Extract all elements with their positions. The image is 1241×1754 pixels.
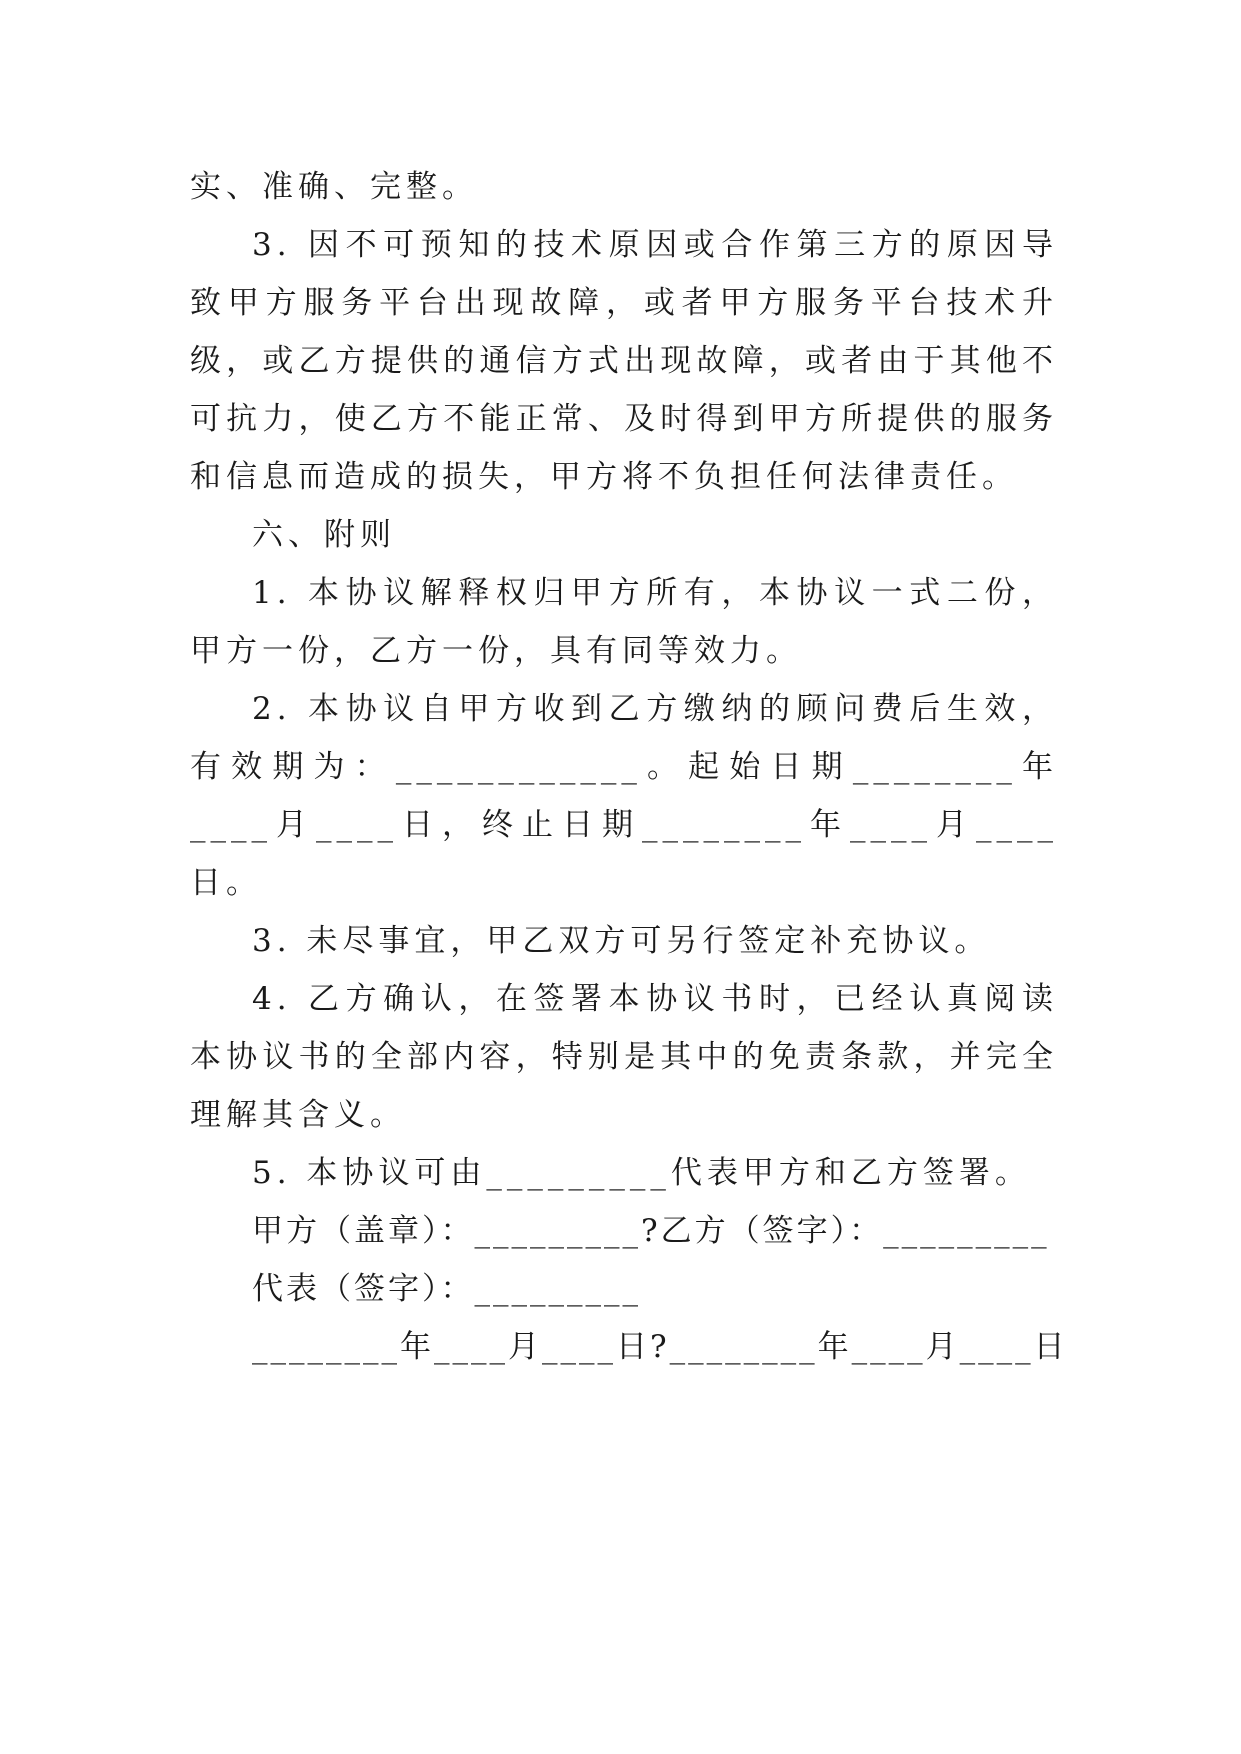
section-heading-appendix: 六、附则 [252,517,396,553]
paragraph-clause-3: 3. 因不可预知的技术原因或合作第三方的原因导致甲方服务平台出现故障，或者甲方服务平台技术升级，或乙方提供的通信方式出现故障，或者由于其他不可抗力，使乙方不能正常、及时得到甲方所提供的服务和信息而造成的损失，甲方将不负担任何法律责任。 [190,227,1058,495]
paragraph-appendix-5: 5. 本协议可由_________代表甲方和乙方签署。 [252,1155,1031,1191]
signature-parties-line: 甲方（盖章）：_________?乙方（签字）：_________ [252,1213,1050,1249]
paragraph-appendix-4: 4. 乙方确认，在签署本协议书时，已经认真阅读本协议书的全部内容，特别是其中的免责条款，并完全理解其含义。 [190,981,1058,1133]
signature-date-line: ________年____月____日?________年____月____日 [252,1329,1068,1365]
signature-representative-line: 代表（签字）：_________ [252,1271,641,1307]
paragraph-appendix-1: 1. 本协议解释权归甲方所有，本协议一式二份，甲方一份，乙方一份，具有同等效力。 [190,575,1058,669]
paragraph-appendix-2: 2. 本协议自甲方收到乙方缴纳的顾问费后生效，有效期为：____________。起始日期________年____月____日，终止日期________年____月____日。 [190,691,1058,901]
document-body [190,158,1068,1376]
paragraph-appendix-3: 3. 未尽事宜，甲乙双方可另行签定补充协议。 [252,923,991,959]
paragraph-continuation: 实、准确、完整。 [190,169,478,205]
